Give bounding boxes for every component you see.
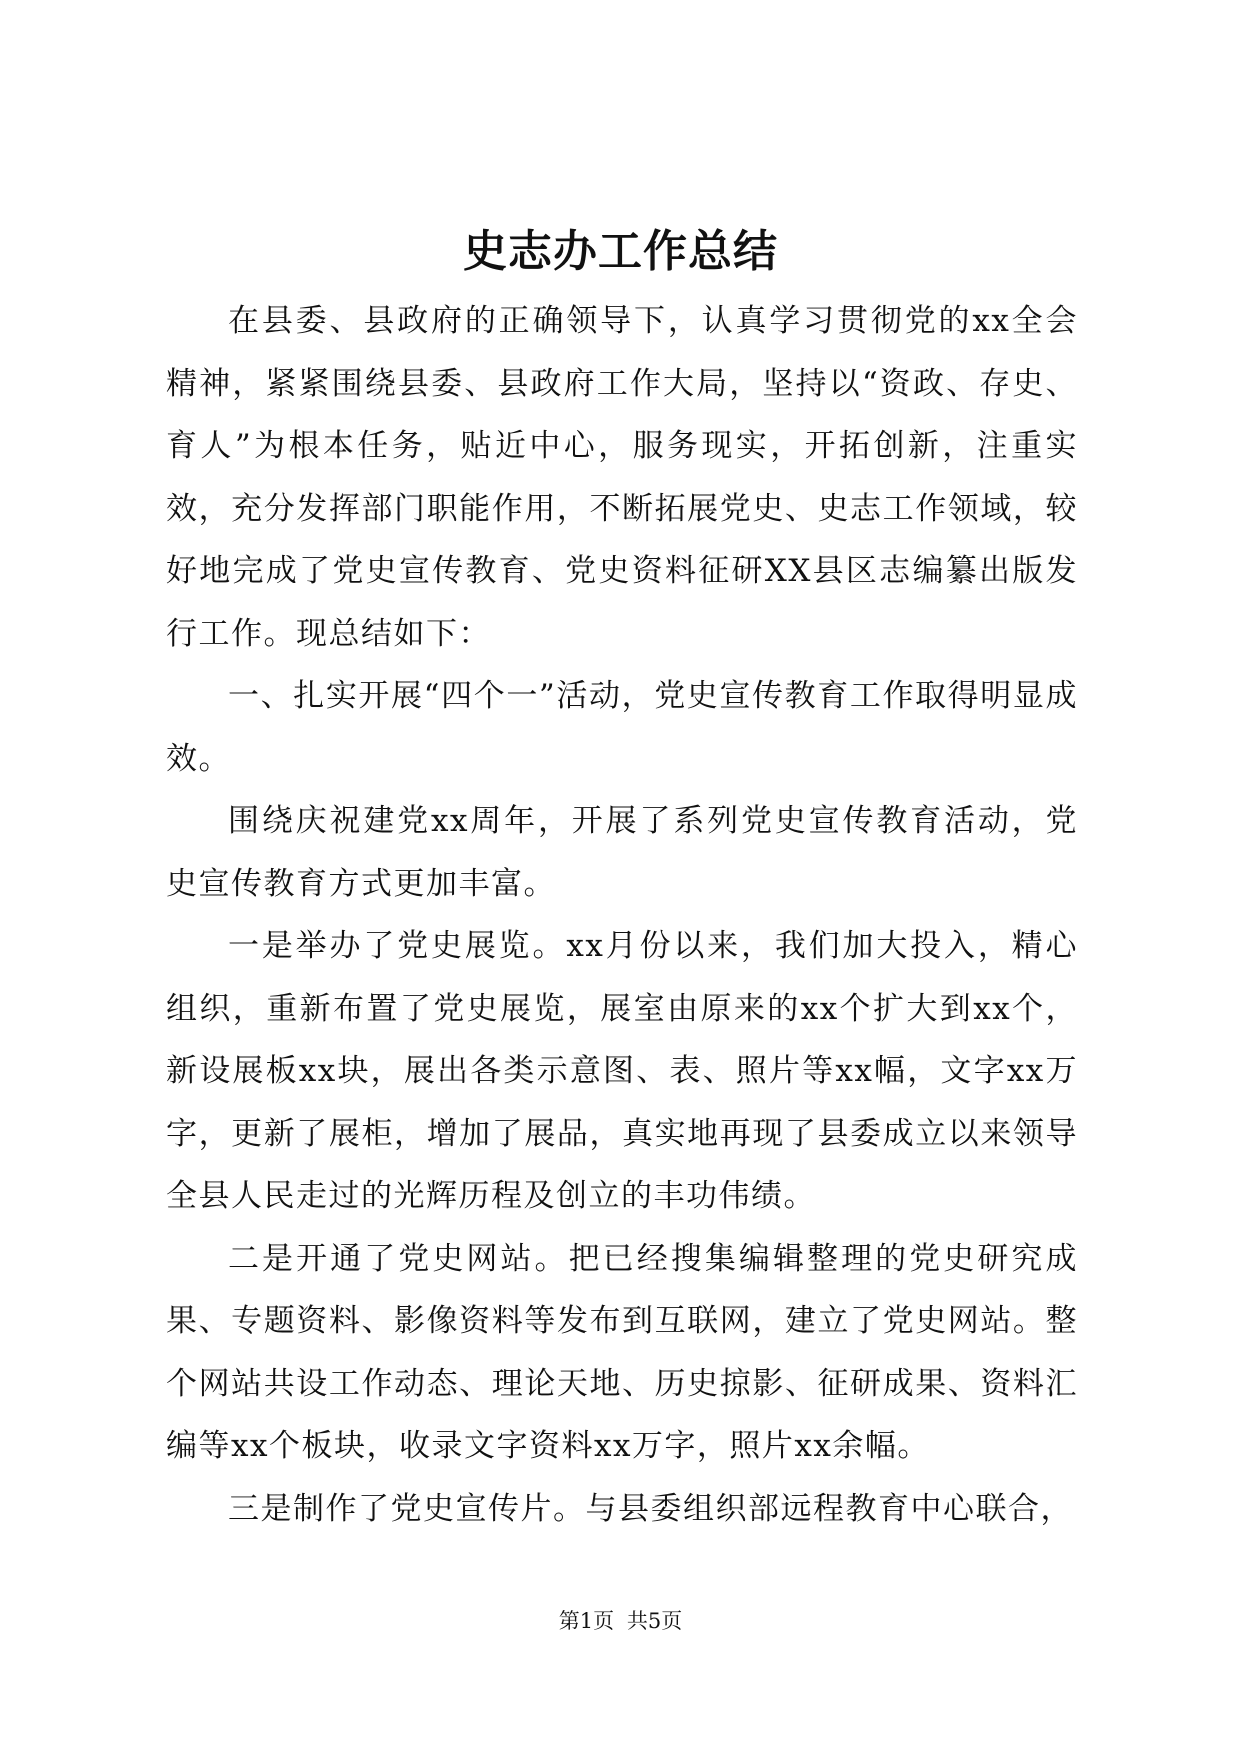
paragraph-overview: 围绕庆祝建党xx周年，开展了系列党史宣传教育活动，党史宣传教育方式更加丰富。	[166, 803, 1078, 902]
page-footer	[0, 1606, 1241, 1636]
paragraph-intro: 在县委、县政府的正确领导下，认真学习贯彻党的xx全会精神，紧紧围绕县委、县政府工作大局，坚持以“资政、存史、育人”为根本任务，贴近中心，服务现实，开拓创新，注重实效，充分发挥部门职能作用，不断拓展党史、史志工作领域，较好地完成了党史宣传教育、党史资料征研XX县区志编纂出版发行工作。现总结如下：	[166, 303, 1078, 652]
paragraph-exhibition: 一是举办了党史展览。xx月份以来，我们加大投入，精心组织，重新布置了党史展览，展室由原来的xx个扩大到xx个，新设展板xx块，展出各类示意图、表、照片等xx幅，文字xx万字，更新了展柜，增加了展品，真实地再现了县委成立以来领导全县人民走过的光辉历程及创立的丰功伟绩。	[166, 928, 1078, 1214]
page-number: 第1页	[558, 1609, 615, 1633]
document-title: 史志办工作总结	[463, 226, 778, 277]
page-total: 共5页	[626, 1609, 683, 1633]
paragraph-website: 二是开通了党史网站。把已经搜集编辑整理的党史研究成果、专题资料、影像资料等发布到互联网，建立了党史网站。整个网站共设工作动态、理论天地、历史掠影、征研成果、资料汇编等xx个板块，收录文字资料xx万字，照片xx余幅。	[166, 1240, 1078, 1464]
document-body	[166, 290, 1078, 1540]
paragraph-section-heading: 一、扎实开展“四个一”活动，党史宣传教育工作取得明显成效。	[166, 678, 1078, 777]
paragraph-promo-film: 三是制作了党史宣传片。与县委组织部远程教育中心联合，	[228, 1490, 1073, 1527]
